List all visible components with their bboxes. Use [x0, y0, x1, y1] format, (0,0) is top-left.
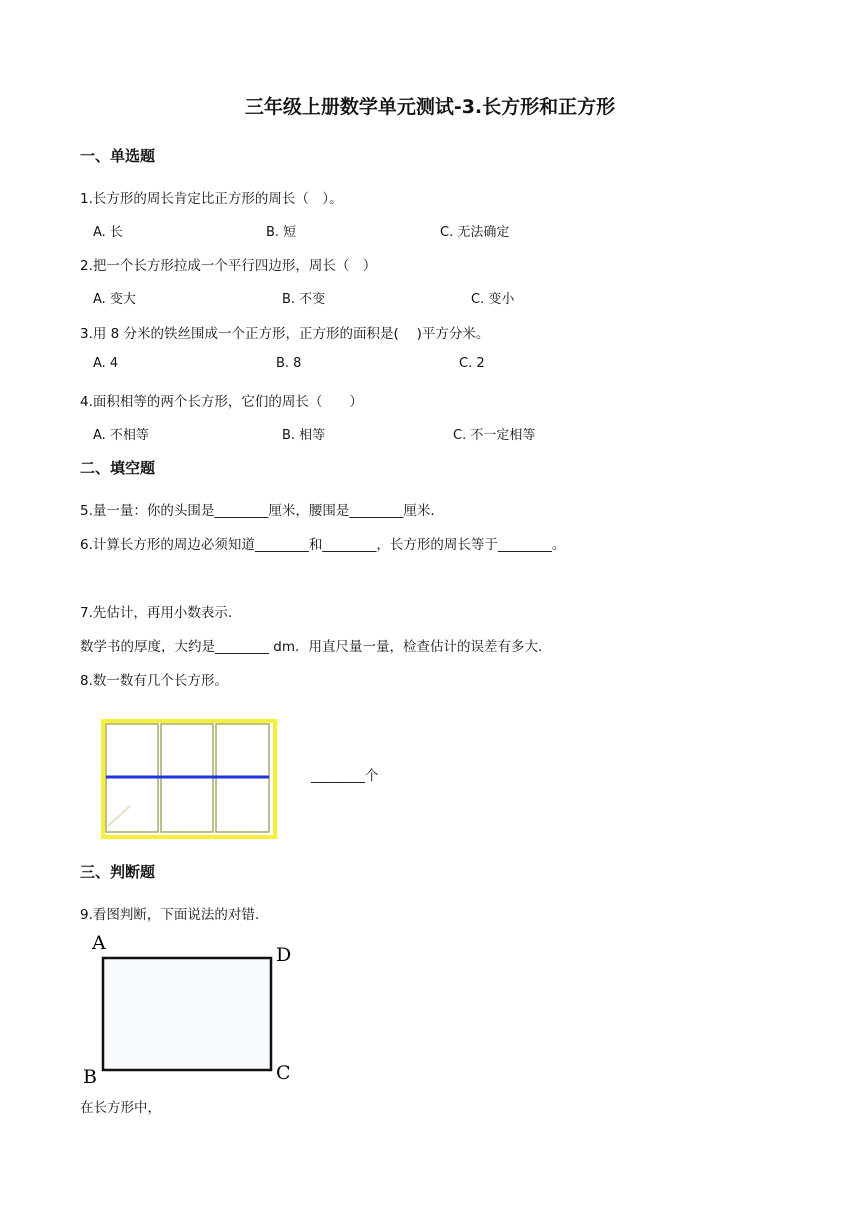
vertex-label-c: C [276, 1062, 291, 1084]
question-3-option-c: C. 2 [459, 356, 485, 371]
question-8-text: 8.数一数有几个长方形。 [80, 673, 228, 689]
section-heading-single-choice: 一、单选题 [80, 147, 156, 165]
question-3-option-a: A. 4 [93, 356, 119, 371]
question-1-stem: 1.长方形的周长肯定比正方形的周长（ ）。 [80, 191, 343, 207]
question-9-text: 9.看图判断，下面说法的对错. [80, 907, 260, 923]
vertex-label-b: B [83, 1066, 97, 1088]
question-7-text: 7.先估计，再用小数表示. [80, 605, 233, 621]
question-1-option-a: A. 长 [93, 225, 123, 240]
vertex-label-d: D [276, 944, 292, 966]
question-8-answer-blank: ________个 [311, 768, 379, 784]
rectangle-abcd-figure [80, 928, 310, 1088]
vertex-label-a: A [92, 932, 106, 954]
page-title: 三年级上册数学单元测试-3.长方形和正方形 [244, 96, 616, 118]
question-2-option-b: B. 不变 [282, 292, 326, 307]
question-4-stem: 4.面积相等的两个长方形，它们的周长（ ） [80, 394, 363, 410]
question-3-option-b: B. 8 [276, 356, 302, 371]
question-2-stem: 2.把一个长方形拉成一个平行四边形，周长（ ） [80, 258, 377, 274]
question-6-text: 6.计算长方形的周边必须知道________和________，长方形的周长等于________。 [80, 537, 566, 553]
question-2-option-a: A. 变大 [93, 292, 136, 307]
question-9-detail: 在长方形中， [80, 1100, 161, 1116]
rectangle-abcd [103, 958, 271, 1070]
question-4-option-b: B. 相等 [282, 428, 326, 443]
question-1-option-b: B. 短 [266, 225, 297, 240]
question-1-option-c: C. 无法确定 [440, 225, 510, 240]
question-5-text: 5.量一量：你的头围是________厘米，腰围是________厘米. [80, 503, 435, 519]
question-3-stem: 3.用 8 分米的铁丝围成一个正方形，正方形的面积是( )平方分米。 [80, 326, 490, 342]
section-heading-fill-blank: 二、填空题 [80, 459, 156, 477]
question-2-option-c: C. 变小 [471, 292, 515, 307]
section-heading-true-false: 三、判断题 [80, 863, 156, 881]
question-4-option-c: C. 不一定相等 [453, 428, 536, 443]
rectangle-grid-figure [100, 718, 280, 840]
question-7-detail: 数学书的厚度，大约是________ dm．用直尺量一量，检查估计的误差有多大. [80, 639, 543, 655]
question-4-option-a: A. 不相等 [93, 428, 149, 443]
